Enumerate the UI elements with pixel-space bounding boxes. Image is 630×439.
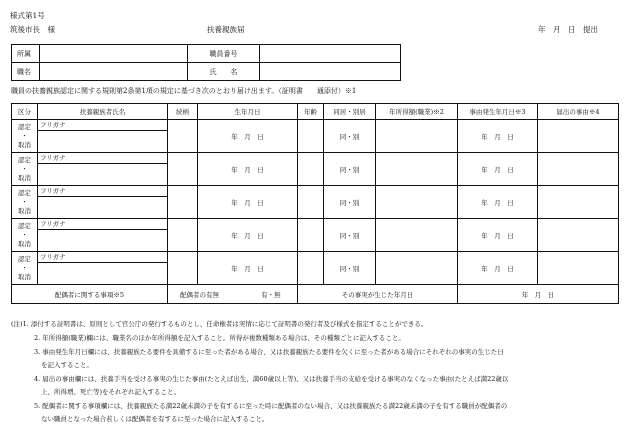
col-header: 事由発生年月日※3 [458,104,538,120]
note-2: 2. 年所得額(職業)欄には、職業名のほか年所得額を記入すること。所得が複数種類ある場合は、その種類ごとに記入すること。 [34,334,405,342]
dept-field[interactable] [40,45,188,63]
event-date-field[interactable]: 年 月 日 [458,153,538,186]
staff-no-label: 職員番号 [188,45,260,63]
has-spouse-label: 配偶者の有無 有・無 [168,285,298,304]
birth-date-field[interactable]: 年 月 日 [198,186,298,219]
furigana-label: フリガナ [38,153,167,164]
furigana-label: フリガナ [38,252,167,263]
spouse-row [12,285,619,304]
age-field[interactable] [298,219,324,252]
cohabit-choice[interactable]: 同・別 [324,219,376,252]
age-field[interactable] [298,186,324,219]
age-field[interactable] [298,120,324,153]
reason-field[interactable] [538,252,619,285]
fact-date-field[interactable]: 年 月 日 [458,285,619,304]
dependent-name-field[interactable] [38,186,168,219]
event-date-field[interactable]: 年 月 日 [458,120,538,153]
furigana-label: フリガナ [38,186,167,197]
kubun-choice[interactable]: 認定 ・ 取消 [12,219,38,252]
event-date-field[interactable]: 年 月 日 [458,252,538,285]
col-header: 年齢 [298,104,324,120]
birth-date-field[interactable]: 年 月 日 [198,252,298,285]
dependent-name-field[interactable] [38,252,168,285]
dept-label: 所属 [12,45,40,63]
reason-field[interactable] [538,186,619,219]
age-field[interactable] [298,153,324,186]
col-header: 生年月日 [198,104,298,120]
kubun-choice[interactable]: 認定 ・ 取消 [12,153,38,186]
reason-field[interactable] [538,153,619,186]
addressee: 筑後市長 様 [10,25,55,34]
event-date-field[interactable]: 年 月 日 [458,186,538,219]
col-header: 続柄 [168,104,198,120]
name-field[interactable] [260,63,401,81]
income-field[interactable] [376,120,458,153]
dependent-row [12,120,619,153]
furigana-label: フリガナ [38,120,167,131]
dependents-table [11,103,619,304]
reason-field[interactable] [538,219,619,252]
dependent-name-field[interactable] [38,219,168,252]
relation-field[interactable] [168,120,198,153]
dependent-row [12,153,619,186]
birth-date-field[interactable]: 年 月 日 [198,120,298,153]
kubun-choice[interactable]: 認定 ・ 取消 [12,186,38,219]
has-spouse-choice[interactable]: 有・無 [261,290,281,299]
relation-field[interactable] [168,153,198,186]
staff-no-field[interactable] [260,45,401,63]
note-1: (注)1. 添付する証明書は、原則として官公庁の発行するものとし、任命権者は実情に応じて証明書の発行者及び様式を指定することができる。 [11,320,428,328]
cohabit-choice[interactable]: 同・別 [324,186,376,219]
cohabit-choice[interactable]: 同・別 [324,153,376,186]
table-header-row [12,104,619,120]
note-3-cont: を記入すること。 [41,361,93,369]
income-field[interactable] [376,186,458,219]
note-5: 5. 配偶者に関する事項欄には、扶養親族たる満22歳未満の子を有するに至った時に配偶者のない場合、又は扶養親族たる満22歳未満の子を有する職員が配偶者の [34,402,508,410]
fact-date-label: その事実が生じた年月日 [298,285,458,304]
dependent-row [12,219,619,252]
spouse-label: 配偶者に関する事項※5 [12,285,168,304]
note-5-cont: ない職員となった場合若しくは配偶者を有するに至った場合に記入すること。 [41,415,269,423]
intro-text: 職員の扶養親族認定に関する規則第2条第1項の規定に基づき次のとおり届け出ます。（証明書 通添付）※1 [11,87,357,95]
note-4-cont: 上、所得増、死亡等)をそれぞれ記入すること。 [41,388,181,396]
income-field[interactable] [376,153,458,186]
col-header: 区分 [12,104,38,120]
relation-field[interactable] [168,186,198,219]
form-number: 様式第1号 [10,11,45,20]
note-4: 4. 届出の事由欄には、扶養手当を受ける事実の生じた事由(たとえば出生、満60歳以上等)、又は扶養手当の支給を受ける事実のなくなった事由(たとえば満22歳以 [34,375,509,383]
position-label: 職名 [12,63,40,81]
kubun-choice[interactable]: 認定 ・ 取消 [12,120,38,153]
col-header: 扶養親族者氏名 [38,104,168,120]
income-field[interactable] [376,219,458,252]
cohabit-choice[interactable]: 同・別 [324,120,376,153]
submit-date[interactable]: 年 月 日 提出 [538,25,598,34]
dependent-name-field[interactable] [38,120,168,153]
staff-info-table [11,44,401,81]
note-3: 3. 事由発生年月日欄には、扶養親族たる要件を具備するに至った者がある場合、又は扶養親族たる要件を欠くに至った者がある場合にそれぞれの事実の生じた日 [34,348,504,356]
form-title: 扶養親族届 [207,25,245,34]
position-field[interactable] [40,63,188,81]
furigana-label: フリガナ [38,219,167,230]
dependent-row [12,252,619,285]
birth-date-field[interactable]: 年 月 日 [198,153,298,186]
income-field[interactable] [376,252,458,285]
col-header: 年所得額(職業)※2 [376,104,458,120]
cohabit-choice[interactable]: 同・別 [324,252,376,285]
event-date-field[interactable]: 年 月 日 [458,219,538,252]
col-header: 同居・別居 [324,104,376,120]
dependent-row [12,186,619,219]
relation-field[interactable] [168,252,198,285]
col-header: 届出の事由※4 [538,104,619,120]
reason-field[interactable] [538,120,619,153]
age-field[interactable] [298,252,324,285]
birth-date-field[interactable]: 年 月 日 [198,219,298,252]
relation-field[interactable] [168,219,198,252]
name-label: 氏 名 [188,63,260,81]
kubun-choice[interactable]: 認定 ・ 取消 [12,252,38,285]
dependent-name-field[interactable] [38,153,168,186]
